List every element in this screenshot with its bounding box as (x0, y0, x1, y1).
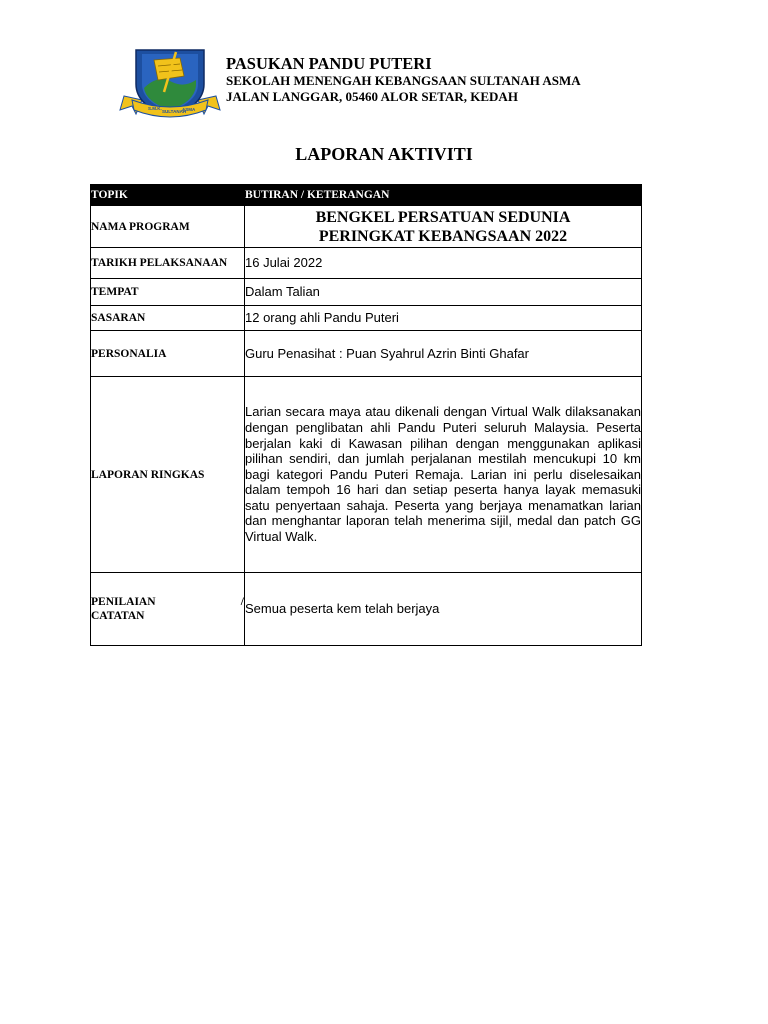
organization-name: PASUKAN PANDU PUTERI (226, 54, 432, 73)
row-topic-date: TARIKH PELAKSANAAN (91, 248, 245, 279)
personnel-value: Guru Penasihat : Puan Syahrul Azrin Binti Ghafar (245, 331, 642, 377)
school-name: SEKOLAH MENENGAH KEBANGSAAN SULTANAH ASMA (226, 73, 581, 88)
school-crest-logo-icon (118, 44, 222, 122)
target-value: 12 orang ahli Pandu Puteri (245, 306, 642, 331)
evaluation-slash: / (240, 596, 244, 608)
table-row (91, 331, 642, 377)
school-address: JALAN LANGGAR, 05460 ALOR SETAR, KEDAH (226, 89, 518, 104)
venue-value: Dalam Talian (245, 279, 642, 306)
row-topic-evaluation (91, 573, 245, 646)
table-header-row (91, 185, 642, 206)
table-row (91, 377, 642, 573)
crest-text-asma: ASMA (182, 107, 196, 112)
row-topic-venue: TEMPAT (91, 279, 245, 306)
evaluation-label-line (91, 595, 244, 609)
row-topic-program-name: NAMA PROGRAM (91, 206, 245, 248)
summary-value: Larian secara maya atau dikenali dengan Virtual Walk dilaksanakan dengan penglibatan ahli Pandu Puteri seluruh Malaysia. Peserta berjalan kaki di Kawasan pilihan dengan menggunakan aplikasi pilihan sendiri, dan jumlah perjalanan mestilah mencukupi 10 km bagi kategori Pandu Puteri Remaja. Larian ini perlu diselesaikan dalam tempoh 16 hari dan setiap peserta hanya layak memasuki satu penyertaan sahaja. Peserta yang berjaya menamatkan larian dan menghantar laporan telah menerima sijil, medal dan patch GG Virtual Walk. (245, 377, 642, 573)
program-name-line-2: PERINGKAT KEBANGSAAN 2022 (318, 227, 568, 245)
table-row (91, 573, 642, 646)
program-name-value (245, 206, 642, 248)
organization-block (226, 54, 581, 105)
crest-text-sultanah: SULTANAH (162, 109, 187, 114)
table-row (91, 279, 642, 306)
activity-report-table (90, 184, 642, 646)
column-header-topic: TOPIK (91, 185, 245, 206)
page-title: LAPORAN AKTIVITI (295, 144, 473, 164)
table-row (91, 248, 642, 279)
column-header-detail: BUTIRAN / KETERANGAN (245, 185, 642, 206)
row-topic-target: SASARAN (91, 306, 245, 331)
evaluation-value: Semua peserta kem telah berjaya (245, 573, 642, 646)
program-name-line-1: BENGKEL PERSATUAN SEDUNIA (315, 208, 571, 226)
crest-text-smk: S.M.K. (148, 106, 162, 111)
date-value: 16 Julai 2022 (245, 248, 642, 279)
evaluation-label: PENILAIAN (91, 596, 156, 608)
table-row (91, 306, 642, 331)
letterhead (118, 44, 718, 124)
row-topic-summary: LAPORAN RINGKAS (91, 377, 245, 573)
table-row (91, 206, 642, 248)
notes-label: CATATAN (91, 610, 145, 622)
row-topic-personnel: PERSONALIA (91, 331, 245, 377)
